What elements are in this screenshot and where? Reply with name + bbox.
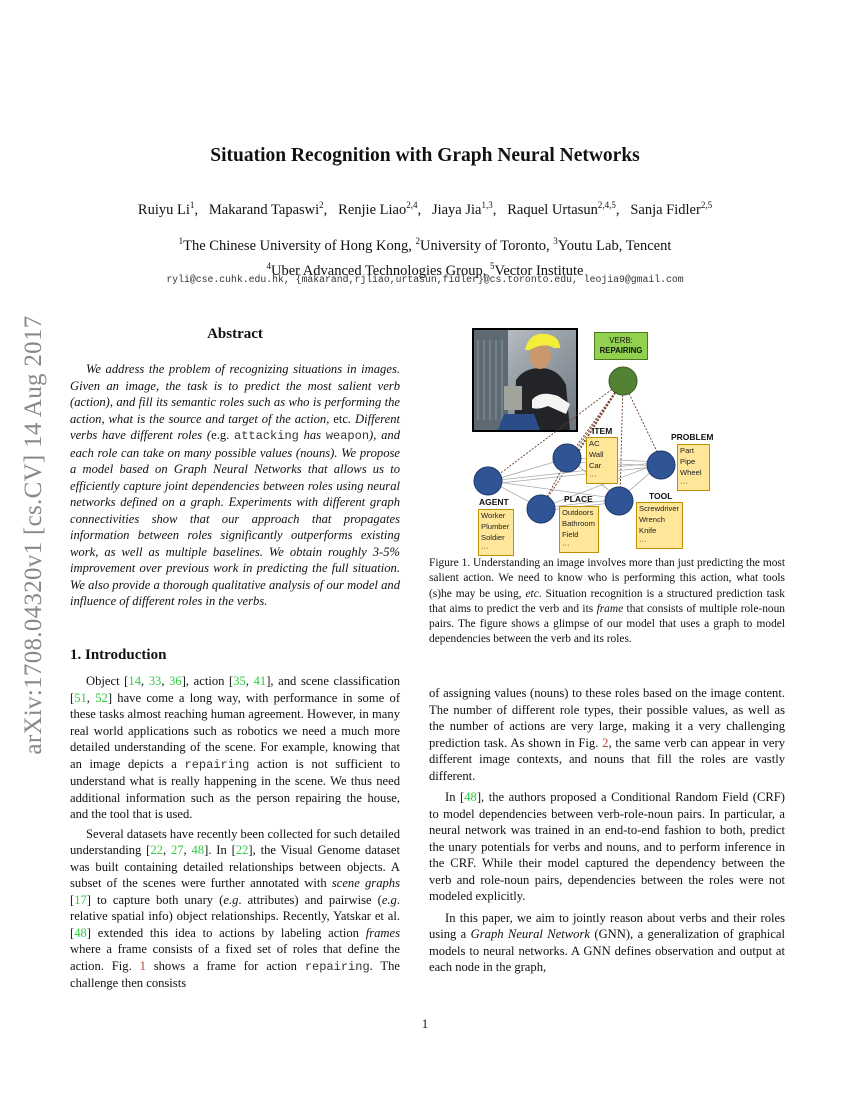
citation-link[interactable]: 33 [148, 674, 162, 688]
author: Raquel Urtasun$^{2,4,5}$ [507, 200, 616, 218]
noun-box-item: AC Wall Car ··· [586, 437, 618, 484]
section-heading-introduction: 1. Introduction [70, 647, 167, 663]
citation-link[interactable]: 48 [464, 790, 477, 804]
author-list: Ruiyu Li$^1$, Makarand Tapaswi$^2$, Renjie Liao$^{2,4}$, Jiaya Jia$^{1,3}$, Raquel Urtasun$^{2,4,5}$, Sanja Fidler$^{2,5}$ [137, 200, 713, 218]
citation-link[interactable]: 36 [169, 674, 182, 688]
citation-link[interactable]: 27 [170, 843, 184, 857]
author: Ruiyu Li$^1$ [137, 200, 195, 218]
noun-box-agent: Worker Plumber Soldier ··· [478, 509, 514, 556]
node-agent [474, 467, 502, 495]
author: Makarand Tapaswi$^2$ [208, 200, 324, 218]
paragraph: Several datasets have recently been collected for such detailed understanding [22, 27, 48]. In [22], the Visual Genome dataset was built containing detailed relationships between objects. A subset of the scenes were further annotated with scene graphs [17] to capture both unary (e.g. attributes) and pairwise (e.g. relative spatial info) object relationships. Recently, Yatskar et al. [48] extended this idea to actions by labeling action frames where a frame consists of a fixed set of roles that define the action. Fig. 1 shows a frame for action repairing. The challenge then consists [70, 826, 401, 990]
page-number: 1 [421, 1017, 429, 1031]
paragraph: In this paper, we aim to jointly reason about verbs and their roles using a Graph Neural Network (GNN), a generalization of graphical models to neural networks. A GNN defines observation and output at each node in the graph, [429, 910, 785, 974]
citation-link[interactable]: 35 [233, 674, 246, 688]
citation-link[interactable]: 22 [235, 843, 249, 857]
verb-label-box: VERB: REPAIRING [594, 332, 648, 360]
role-label-agent: AGENT [479, 497, 509, 507]
citation-link[interactable]: 22 [150, 843, 163, 857]
abstract-body: We address the problem of recognizing situations in images. Given an image, the task is to predict the most salient verb (action), and fill its semantic roles such as who is performing the action, what is the source and target of the action, etc. Different verbs have different roles (e.g. attacking has weapon), and each role can take on many possible values (nouns). We propose a model based on Graph Neural Networks that allows us to efficiently capture joint dependencies between roles using neural networks defined on a graph. Experiments with different graph connectivities show that our approach that propagates information between roles significantly outperforms existing work, as well as multiple baselines. We obtain roughly 3-5% improvement over previous work in predicting the full situation. We also provide a thorough qualitative analysis of our model and influence of different roles in the verbs. [70, 362, 400, 608]
author: Jiaya Jia$^{1,3}$ [431, 200, 493, 218]
figure-ref-link[interactable]: 2 [602, 735, 609, 750]
paper-title: Situation Recognition with Graph Neural Networks [210, 145, 640, 166]
citation-link[interactable]: 17 [74, 892, 87, 907]
author-emails: ryli@cse.cuhk.edu.hk, {makarand,rjliao,urtasun,fidler}@cs.toronto.edu, leojia9@gmail.com [166, 274, 684, 285]
figure-1 [468, 326, 730, 554]
noun-box-place: Outdoors Bathroom Field ··· [559, 506, 599, 553]
paragraph: In [48], the authors proposed a Conditional Random Field (CRF) to model dependencies between verb-role-noun pairs. In particular, a neural network was trained in an end-to-end fashion to both, predict the unary potentials for verbs and nouns, and to perform inference in the CRF. While their model captured the dependency between the verb and role-noun pairs, dependencies between the roles were not modeled explicitly. [429, 790, 785, 903]
citation-link[interactable]: 52 [95, 690, 108, 705]
figure-1-caption: Figure 1. Understanding an image involves more than just predicting the most salient action. We need to know who is performing this action, what tools (s)he may be using, etc. Situation recognition is a structured prediction task that aims to predict the verb and its frame that consists of multiple role-noun pairs. The figure shows a glimpse of our model that uses a graph to model dependencies between the verb and its roles. [429, 557, 785, 646]
right-column-body [429, 685, 785, 976]
abstract-heading: Abstract [207, 326, 263, 342]
citation-link[interactable]: 48 [74, 925, 87, 940]
noun-box-tool: Screwdriver Wrench Knife ··· [636, 502, 683, 549]
citation-link[interactable]: 48 [191, 843, 205, 857]
author: Renjie Liao$^{2,4}$ [338, 200, 418, 218]
citation-link[interactable]: 41 [253, 674, 267, 688]
paragraph: Object [14, 33, 36], action [35, 41], and scene classification [51, 52] have come a long way, with performance in some of these tasks almost reaching human agreement. However, in many real world applications such as robotics we need a much more detailed understanding of the scene. For example, knowing that an image depicts a repairing action is not sufficient to understand what is really happening in the scene. We thus need additional information such as the person repairing the house, and the tool that is used. [70, 674, 401, 821]
affiliations: $^1$The Chinese University of Hong Kong, $^2$University of Toronto, $^3$Youtu Lab, Tencent $^4$Uber Advanced Technologies Group, $^5$Vector Institute [178, 236, 672, 279]
introduction-body [70, 673, 400, 992]
paragraph: of assigning values (nouns) to these roles based on the image content. The number of different role types, their possible values, as well as the number of actions are very large, making it a very challenging prediction task. As shown in Fig. 2, the same verb can appear in very different image contexts, and nouns that fill the roles are vastly different. [429, 686, 785, 783]
role-label-tool: TOOL [649, 491, 673, 501]
citation-link[interactable]: 51 [74, 690, 87, 705]
noun-box-problem: Part Pipe Wheel ··· [677, 444, 710, 491]
role-label-problem: PROBLEM [671, 432, 714, 442]
role-label-item: ITEM [592, 426, 613, 436]
arxiv-stamp: arXiv:1708.04320v1 [cs.CV] 14 Aug 2017 [20, 315, 47, 755]
role-label-place: PLACE [564, 494, 593, 504]
figure-ref-link[interactable]: 1 [139, 958, 146, 973]
citation-link[interactable]: 14 [128, 674, 141, 688]
author: Sanja Fidler$^{2,5}$ [630, 200, 713, 218]
